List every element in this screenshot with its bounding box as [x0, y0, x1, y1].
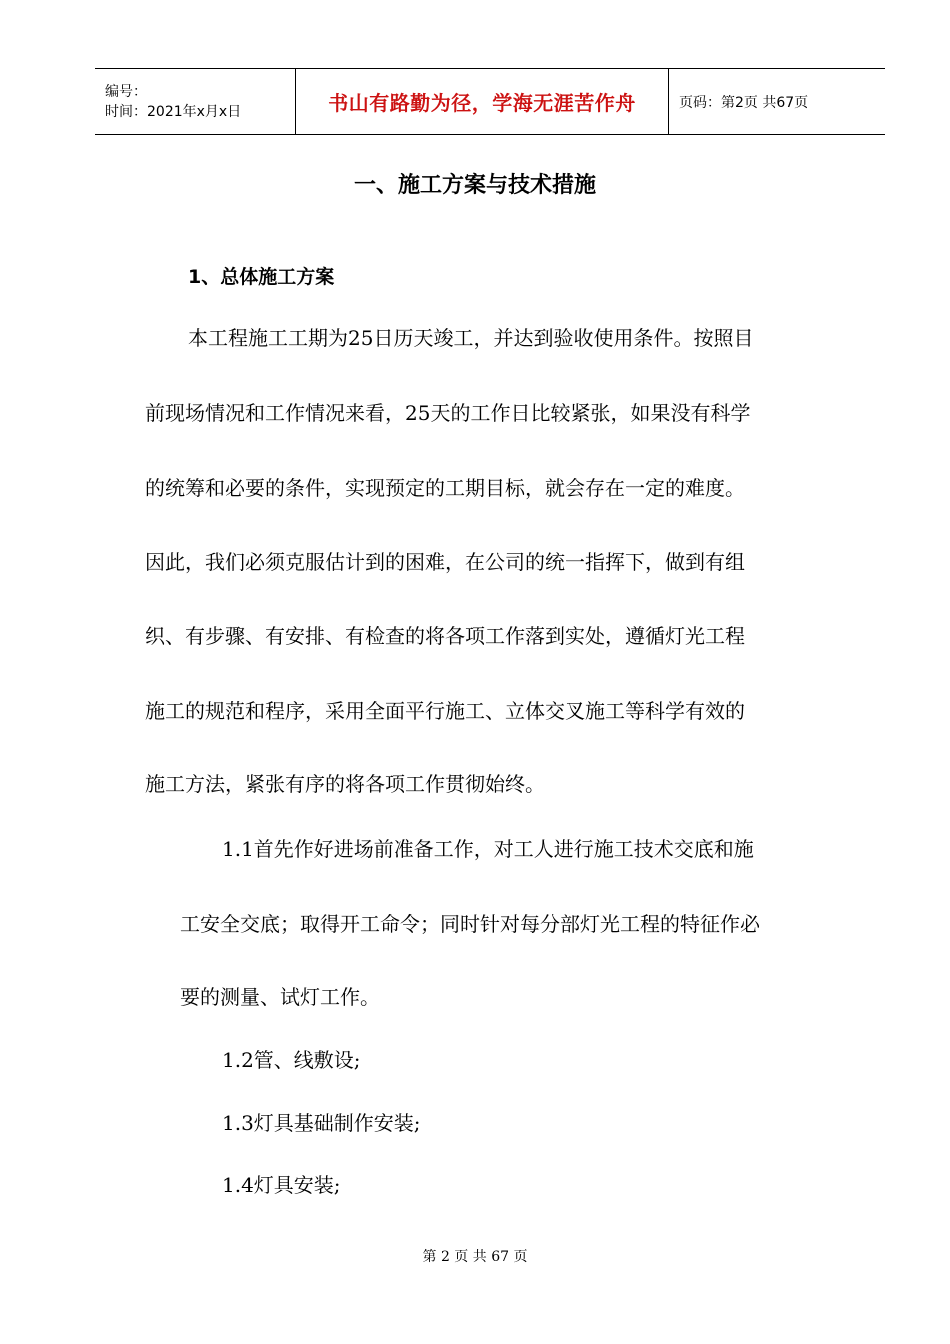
paragraph-line: 因此，我们必须克服估计到的困难，在公司的统一指挥下，做到有组: [145, 550, 745, 574]
header-motto: 书山有路勤为径，学海无涯苦作舟: [296, 69, 669, 134]
page-header: [95, 68, 885, 135]
document-time: 时间：2021年x月x日: [105, 103, 242, 120]
item-1-1-line: 要的测量、试灯工作。: [180, 985, 380, 1009]
item-1-4: 1.4灯具安装;: [222, 1173, 341, 1197]
header-meta: [95, 69, 296, 134]
document-title: 一、施工方案与技术措施: [353, 173, 596, 198]
header-page-info: 页码：第2页 共67页: [679, 94, 809, 111]
paragraph-line: 本工程施工工期为25日历天竣工，并达到验收使用条件。按照目: [188, 326, 754, 350]
paragraph-line: 前现场情况和工作情况来看，25天的工作日比较紧张，如果没有科学: [145, 401, 751, 425]
item-1-2: 1.2管、线敷设;: [222, 1048, 361, 1072]
item-1-3: 1.3灯具基础制作安装;: [222, 1111, 421, 1135]
paragraph-line: 织、有步骤、有安排、有检查的将各项工作落到实处，遵循灯光工程: [145, 624, 745, 648]
paragraph-line: 施工的规范和程序，采用全面平行施工、立体交叉施工等科学有效的: [145, 699, 745, 723]
item-1-1-line: 工安全交底；取得开工命令；同时针对每分部灯光工程的特征作必: [180, 912, 760, 936]
item-1-1-line: 1.1首先作好进场前准备工作，对工人进行施工技术交底和施: [222, 837, 754, 861]
page-footer: 第 2 页 共 67 页: [422, 1249, 528, 1265]
paragraph-line: 的统筹和必要的条件，实现预定的工期目标，就会存在一定的难度。: [145, 476, 745, 500]
paragraph-line: 施工方法，紧张有序的将各项工作贯彻始终。: [145, 772, 545, 796]
section-heading: 1、总体施工方案: [188, 266, 335, 288]
document-number-label: 编号：: [105, 83, 147, 100]
